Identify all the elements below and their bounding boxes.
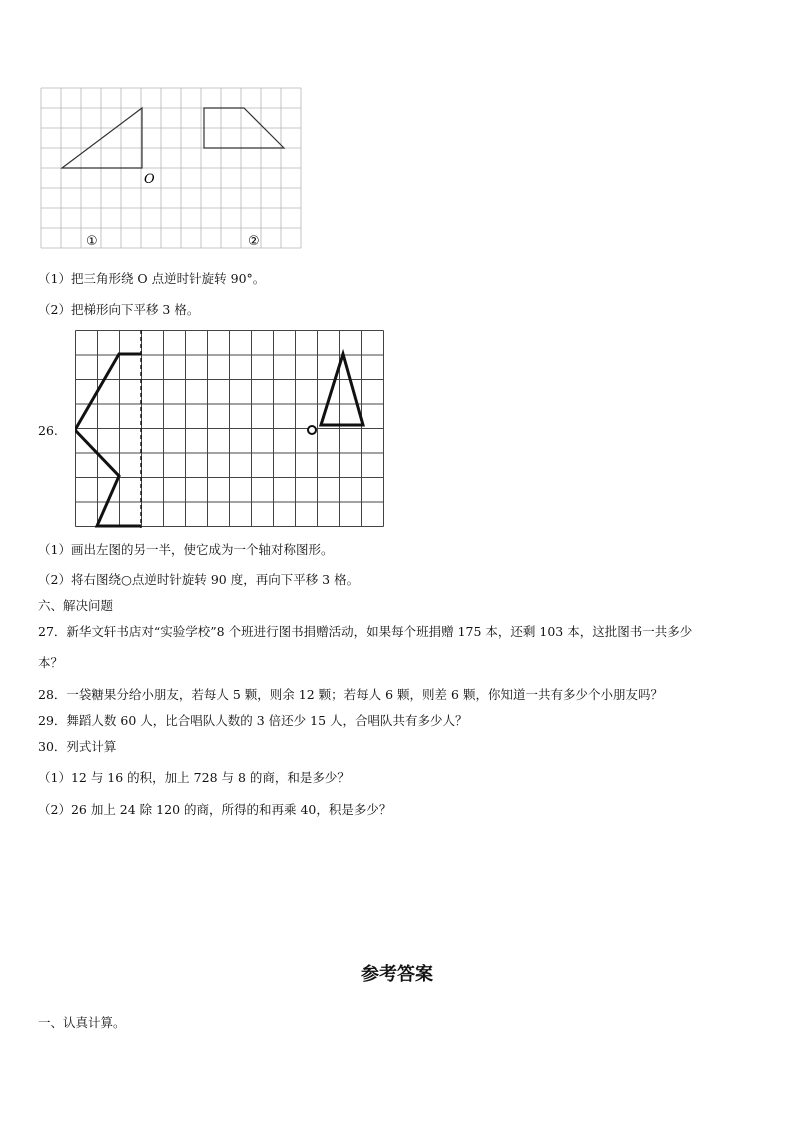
answers-section-1: 一、认真计算。: [38, 1015, 126, 1030]
q25-item-1: （1）把三角形绕 O 点逆时针旋转 90°。: [38, 271, 266, 286]
triangle-shape: [62, 108, 142, 168]
q26-item-2: （2）将右图绕○点逆时针旋转 90 度，再向下平移 3 格。: [38, 572, 360, 587]
q29-text: 29．舞蹈人数 60 人，比合唱队人数的 3 倍还少 15 人，合唱队共有多少人？: [38, 713, 468, 728]
q25-item-2: （2）把梯形向下平移 3 格。: [38, 302, 200, 317]
label-circled-2: ②: [248, 234, 260, 249]
q30-title: 30．列式计算: [38, 739, 117, 754]
label-circled-1: ①: [86, 234, 98, 249]
q26-number: 26.: [38, 423, 58, 438]
section-6-title: 六、解决问题: [38, 598, 114, 613]
rotation-center-o: [308, 426, 316, 434]
q27-line-2: 本？: [38, 655, 64, 670]
q30-item-2: （2）26 加上 24 除 120 的商，所得的和再乘 40，积是多少？: [38, 802, 392, 817]
grid-figure-2: [75, 330, 388, 528]
q28-text: 28．一袋糖果分给小朋友，若每人 5 颗，则余 12 颗；若每人 6 颗，则差 6 颗，你知道一共有多少个小朋友吗？: [38, 687, 663, 702]
right-triangle-shape: [321, 354, 363, 425]
q27-line-1: 27．新华文轩书店对“实验学校”8 个班进行图书捐赠活动，如果每个班捐赠 175 本，还剩 103 本，这批图书一共多少: [38, 624, 693, 639]
q26-item-1: （1）画出左图的另一半，使它成为一个轴对称图形。: [38, 542, 334, 557]
grid-figure-1: [40, 87, 306, 251]
answers-title: 参考答案: [361, 964, 433, 985]
point-o-label: O: [144, 172, 155, 187]
q30-item-1: （1）12 与 16 的积，加上 728 与 8 的商，和是多少？: [38, 770, 350, 785]
